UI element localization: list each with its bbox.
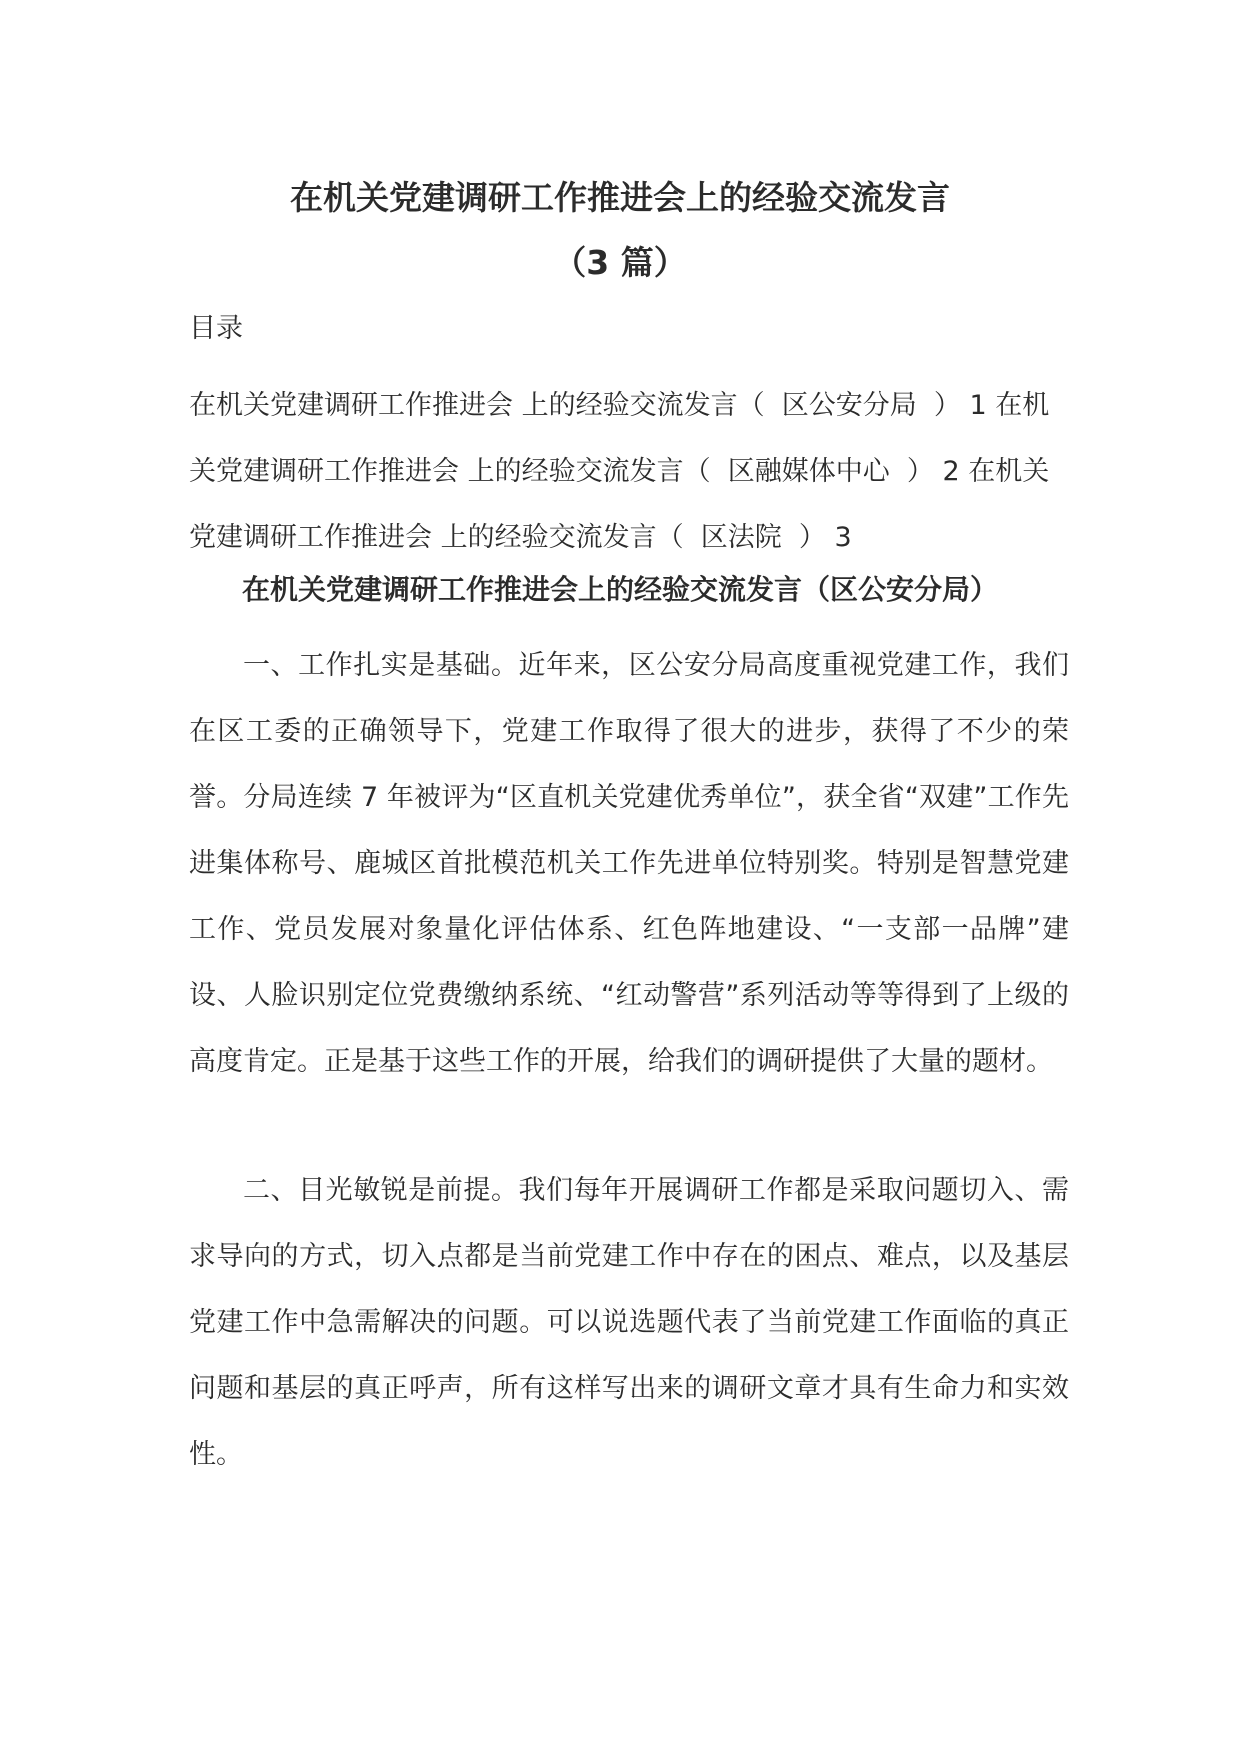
table-of-contents: 在机关党建调研工作推进会 上的经验交流发言（ 区公安分局 ） 1 在机关党建调研工作推进会 上的经验交流发言（ 区融媒体中心 ） 2 在机关党建调研工作推进会 上的经验交流发言（ 区法院 ） 3 bbox=[189, 390, 1050, 553]
toc-heading: 目录 bbox=[189, 313, 243, 344]
document-title: 在机关党建调研工作推进会上的经验交流发言 bbox=[290, 178, 950, 217]
document-title-count: （3 篇） bbox=[553, 243, 687, 282]
body-paragraph-1: 一、工作扎实是基础。近年来，区公安分局高度重视党建工作，我们在区工委的正确领导下，党建工作取得了很大的进步，获得了不少的荣誉。分局连续 7 年被评为“区直机关党建优秀单位”，获全省“双建”工作先进集体称号、鹿城区首批模范机关工作先进单位特别奖。特别是智慧党建工作、党员发展对象量化评估体系、红色阵地建设、“一支部一品牌”建设、人脸识别定位党费缴纳系统、“红动警营”系列活动等等得到了上级的高度肯定。正是基于这些工作的开展，给我们的调研提供了大量的题材。 bbox=[189, 650, 1069, 1077]
body-paragraph-2: 二、目光敏锐是前提。我们每年开展调研工作都是采取问题切入、需求导向的方式，切入点都是当前党建工作中存在的困点、难点，以及基层党建工作中急需解决的问题。可以说选题代表了当前党建工作面临的真正问题和基层的真正呼声，所有这样写出来的调研文章才具有生命力和实效性。 bbox=[189, 1175, 1069, 1470]
section-title: 在机关党建调研工作推进会上的经验交流发言（区公安分局） bbox=[241, 573, 998, 606]
